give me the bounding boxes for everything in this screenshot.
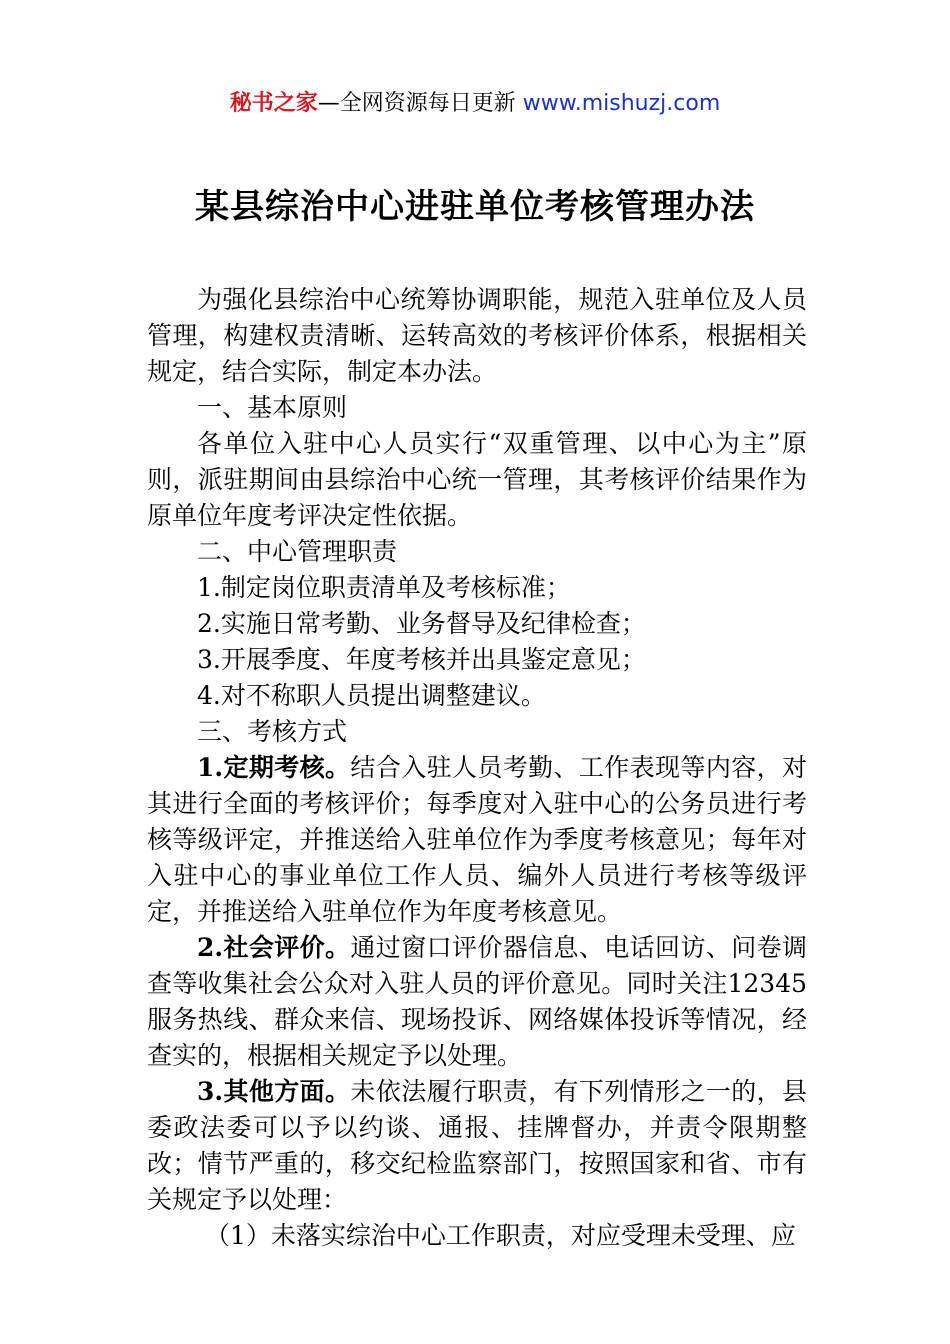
sub-item: （1）未落实综治中心工作职责，对应受理未受理、应: [205, 1221, 796, 1250]
method-paragraph-other: [147, 1074, 807, 1218]
document-body: [147, 282, 807, 1254]
method-text: 结合入驻人员考勤、工作表现等内容，对其进行全面的考核评价；每季度对入驻中心的公务员进行考核等级评定，并推送给入驻单位作为季度考核意见；每年对入驻中心的事业单位工作人员、编外人员进行考核等级评定，并推送给入驻单位作为年度考核意见。: [147, 753, 807, 926]
section-heading-principles: 一、基本原则: [197, 393, 348, 422]
duty-item: 4.对不称职人员提出调整建议。: [197, 681, 546, 710]
method-paragraph-regular: [147, 750, 807, 930]
banner-brand: 秘书之家: [229, 91, 318, 116]
principles-paragraph: 各单位入驻中心人员实行“双重管理、以中心为主”原则，派驻期间由县综治中心统一管理，其考核评价结果作为原单位年度考评决定性依据。: [147, 429, 807, 530]
banner-url-link[interactable]: www.mishuzj.com: [522, 91, 721, 116]
section-heading-methods: 三、考核方式: [197, 717, 348, 746]
method-paragraph-social: [147, 930, 807, 1074]
intro-paragraph: 为强化县综治中心统筹协调职能，规范入驻单位及人员管理，构建权责清晰、运转高效的考核评价体系，根据相关规定，结合实际，制定本办法。: [147, 285, 807, 386]
method-text: 未依法履行职责，有下列情形之一的，县委政法委可以予以约谈、通报、挂牌督办，并责令限期整改；情节严重的，移交纪检监察部门，按照国家和省、市有关规定予以处理：: [147, 1077, 807, 1214]
duty-item: 3.开展季度、年度考核并出具鉴定意见；: [197, 645, 646, 674]
method-lead: 3.其他方面。: [197, 1077, 351, 1106]
section-heading-duties: 二、中心管理职责: [197, 537, 398, 566]
banner-tagline: —全网资源每日更新: [317, 91, 516, 116]
method-lead: 1.定期考核。: [197, 753, 351, 782]
duty-item: 1.制定岗位职责清单及考核标准；: [197, 573, 571, 602]
method-lead: 2.社会评价。: [197, 933, 351, 962]
method-text: 通过窗口评价器信息、电话回访、问卷调查等收集社会公众对入驻人员的评价意见。同时关注12345服务热线、群众来信、现场投诉、网络媒体投诉等情况，经查实的，根据相关规定予以处理。: [147, 933, 807, 1070]
site-banner: [0, 89, 950, 119]
document-title: 某县综治中心进驻单位考核管理办法: [195, 187, 755, 227]
duty-item: 2.实施日常考勤、业务督导及纪律检查；: [197, 609, 646, 638]
